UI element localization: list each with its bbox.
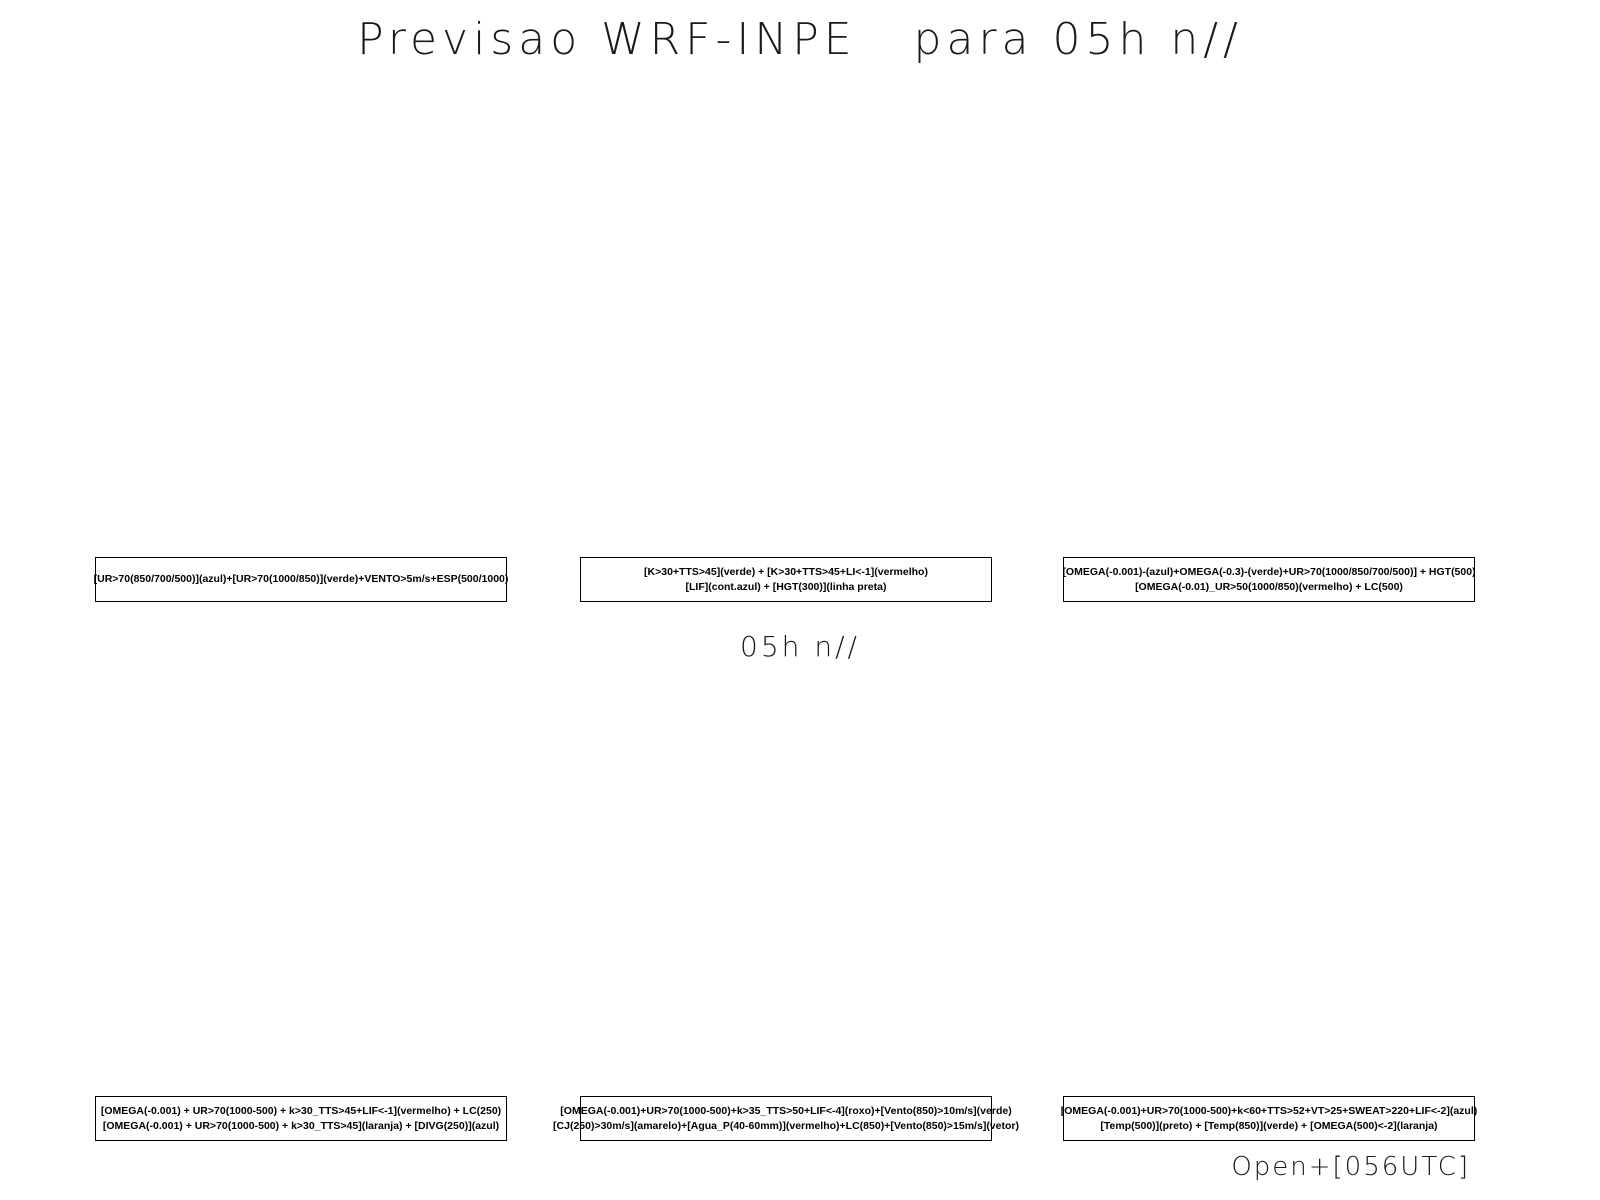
- legend-line: [OMEGA(-0.001)-(azul)+OMEGA(-0.3)-(verde)+UR>70(1000/850/700/500)] + HGT(500): [1062, 565, 1476, 578]
- legend-line: [UR>70(850/700/500)](azul)+[UR>70(1000/850)](verde)+VENTO>5m/s+ESP(500/1000): [93, 573, 509, 585]
- legend-box-bottom-left: [95, 1096, 507, 1141]
- center-time-label: 05h n//: [740, 630, 860, 663]
- legend-line: [OMEGA(-0.001)+UR>70(1000-500)+k<60+TTS>52+VT>25+SWEAT>220+LIF<-2](azul): [1060, 1104, 1478, 1117]
- legend-line: [OMEGA(-0.01)_UR>50(1000/850)(vermelho) + LC(500): [1135, 580, 1403, 593]
- legend-line: [OMEGA(-0.001) + UR>70(1000-500) + k>30_TTS>45+LIF<-1](vermelho) + LC(250): [100, 1104, 502, 1117]
- legend-line: [Temp(500)](preto) + [Temp(850)](verde) + [OMEGA(500)<-2](laranja): [1100, 1119, 1438, 1132]
- legend-box-top-middle: [580, 557, 992, 602]
- page-title: Previsao WRF-INPE para 05h n//: [357, 14, 1243, 65]
- legend-line: [K>30+TTS>45](verde) + [K>30+TTS>45+LI<-1](vermelho): [644, 565, 928, 578]
- legend-box-top-left: [95, 557, 507, 602]
- legend-line: [LIF](cont.azul) + [HGT(300)](linha preta): [685, 580, 887, 593]
- legend-box-top-right: [1063, 557, 1475, 602]
- legend-line: [OMEGA(-0.001) + UR>70(1000-500) + k>30_TTS>45](laranja) + [DIVG(250)](azul): [102, 1119, 500, 1132]
- legend-line: [OMEGA(-0.001)+UR>70(1000-500)+k>35_TTS>50+LIF<-4](roxo)+[Vento(850)>10m/s](verde): [560, 1104, 1012, 1117]
- legend-box-bottom-right: [1060, 1096, 1478, 1141]
- legend-line: [CJ(250)>30m/s](amarelo)+[Agua_P(40-60mm)](vermelho)+LC(850)+[Vento(850)>15m/s](vetor): [553, 1119, 1019, 1132]
- corner-stamp-label: Open+[056UTC]: [1231, 1152, 1470, 1182]
- legend-box-bottom-middle: [553, 1096, 1019, 1141]
